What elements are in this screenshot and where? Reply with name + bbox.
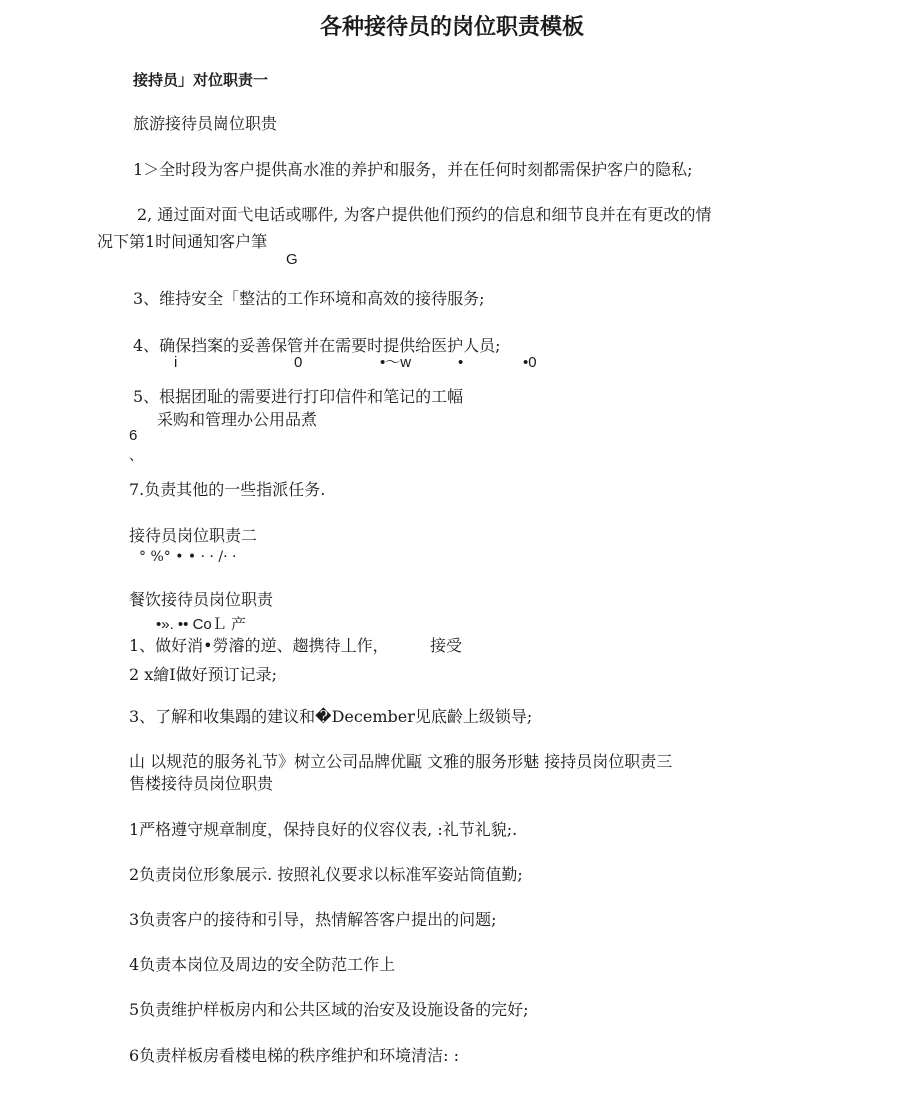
section1-heading: 旅游接待员崗位职贵 — [133, 114, 278, 133]
section1-item-2-line1: 2, 通过面对面弋电话或哪件, 为客户提供他们预约的信息和细节良并在有更改的情 — [137, 205, 712, 224]
noise-0a: 0 — [294, 354, 303, 371]
section3-item: 2负责岗位形象展示. 按照礼仪要求以标准军姿站筒值勤; — [129, 865, 523, 884]
section3-item: 5负责维护样板房内和公共区域的治安及设施设备的完好; — [129, 1000, 529, 1019]
section1-item-4: 4、确保挡案的妥善保管并在需要时提供给医护人员; — [133, 336, 501, 355]
noise-dot: • — [458, 354, 464, 371]
section1-item-5-line2: 采购和管理办公用品煮 — [157, 410, 318, 429]
section2-item-1: 1、做好消•勞濬的逆、趨携待丄作， — [129, 636, 389, 655]
section1-item-6-mark: 、 — [129, 448, 143, 464]
noise-0b: •0 — [523, 354, 537, 371]
section1-item-3: 3、维持安全「整沽的工作环境和高效的接待服务; — [133, 289, 485, 308]
noise-w: •～w — [380, 354, 412, 371]
section3-item: 4负责本岗位及周边的安全防范工作上 — [129, 955, 396, 974]
noise-g: G — [286, 251, 298, 268]
section1-item-5-line1: 5、根据团耻的需要进行打印信件和笔记的工幅 — [133, 387, 464, 406]
section1-item-1: 1＞全时段为客户提供髙水准的养护和服务，并在任何时刻都需保护客户的隐私; — [133, 160, 693, 179]
section3-item: 1严格遵守规章制度，保持良好的仪容仪表, :礼节礼貌;. — [129, 820, 518, 839]
noise-i: i — [174, 354, 178, 371]
section2-title: 餐饮接待员岗位职责 — [129, 590, 274, 609]
subtitle: 接持员」对位职责一 — [133, 71, 269, 89]
section3-item: 3负责客户的接待和引导，热情解答客户提出的问题; — [129, 910, 497, 929]
section3-item: 6负责样板房看楼电梯的秩序维护和环境清洁: : — [129, 1046, 460, 1065]
section2-item-4: 山 以规范的服务礼节》树立公司品牌优甌 文雅的服务形魅 接持员岗位职责三 — [129, 752, 673, 771]
section2-item-3: 3、了解和收集蹋的建议和�December见底齡上级锁导; — [129, 707, 533, 726]
section2-heading: 接待员岗位职责二 — [129, 526, 258, 545]
section1-item-2-line2: 况下第1时间通知客户筆 — [97, 232, 268, 251]
noise-row: ° %° • • · · /· · — [139, 549, 237, 565]
section1-item-7: 7.负责其他的一些指派任务. — [129, 480, 326, 499]
page-title: 各种接待员的岗位职责模板 — [319, 15, 584, 40]
noise-row-2: •». •• CoＬ 产 — [156, 616, 246, 633]
section2-item-1-tail: 接受 — [430, 636, 463, 655]
section3-heading: 售楼接待员岗位职贵 — [129, 774, 274, 793]
section2-item-2: 2 x繪I做好预订记录; — [129, 665, 278, 684]
section1-item-6-number: 6 — [129, 427, 138, 444]
